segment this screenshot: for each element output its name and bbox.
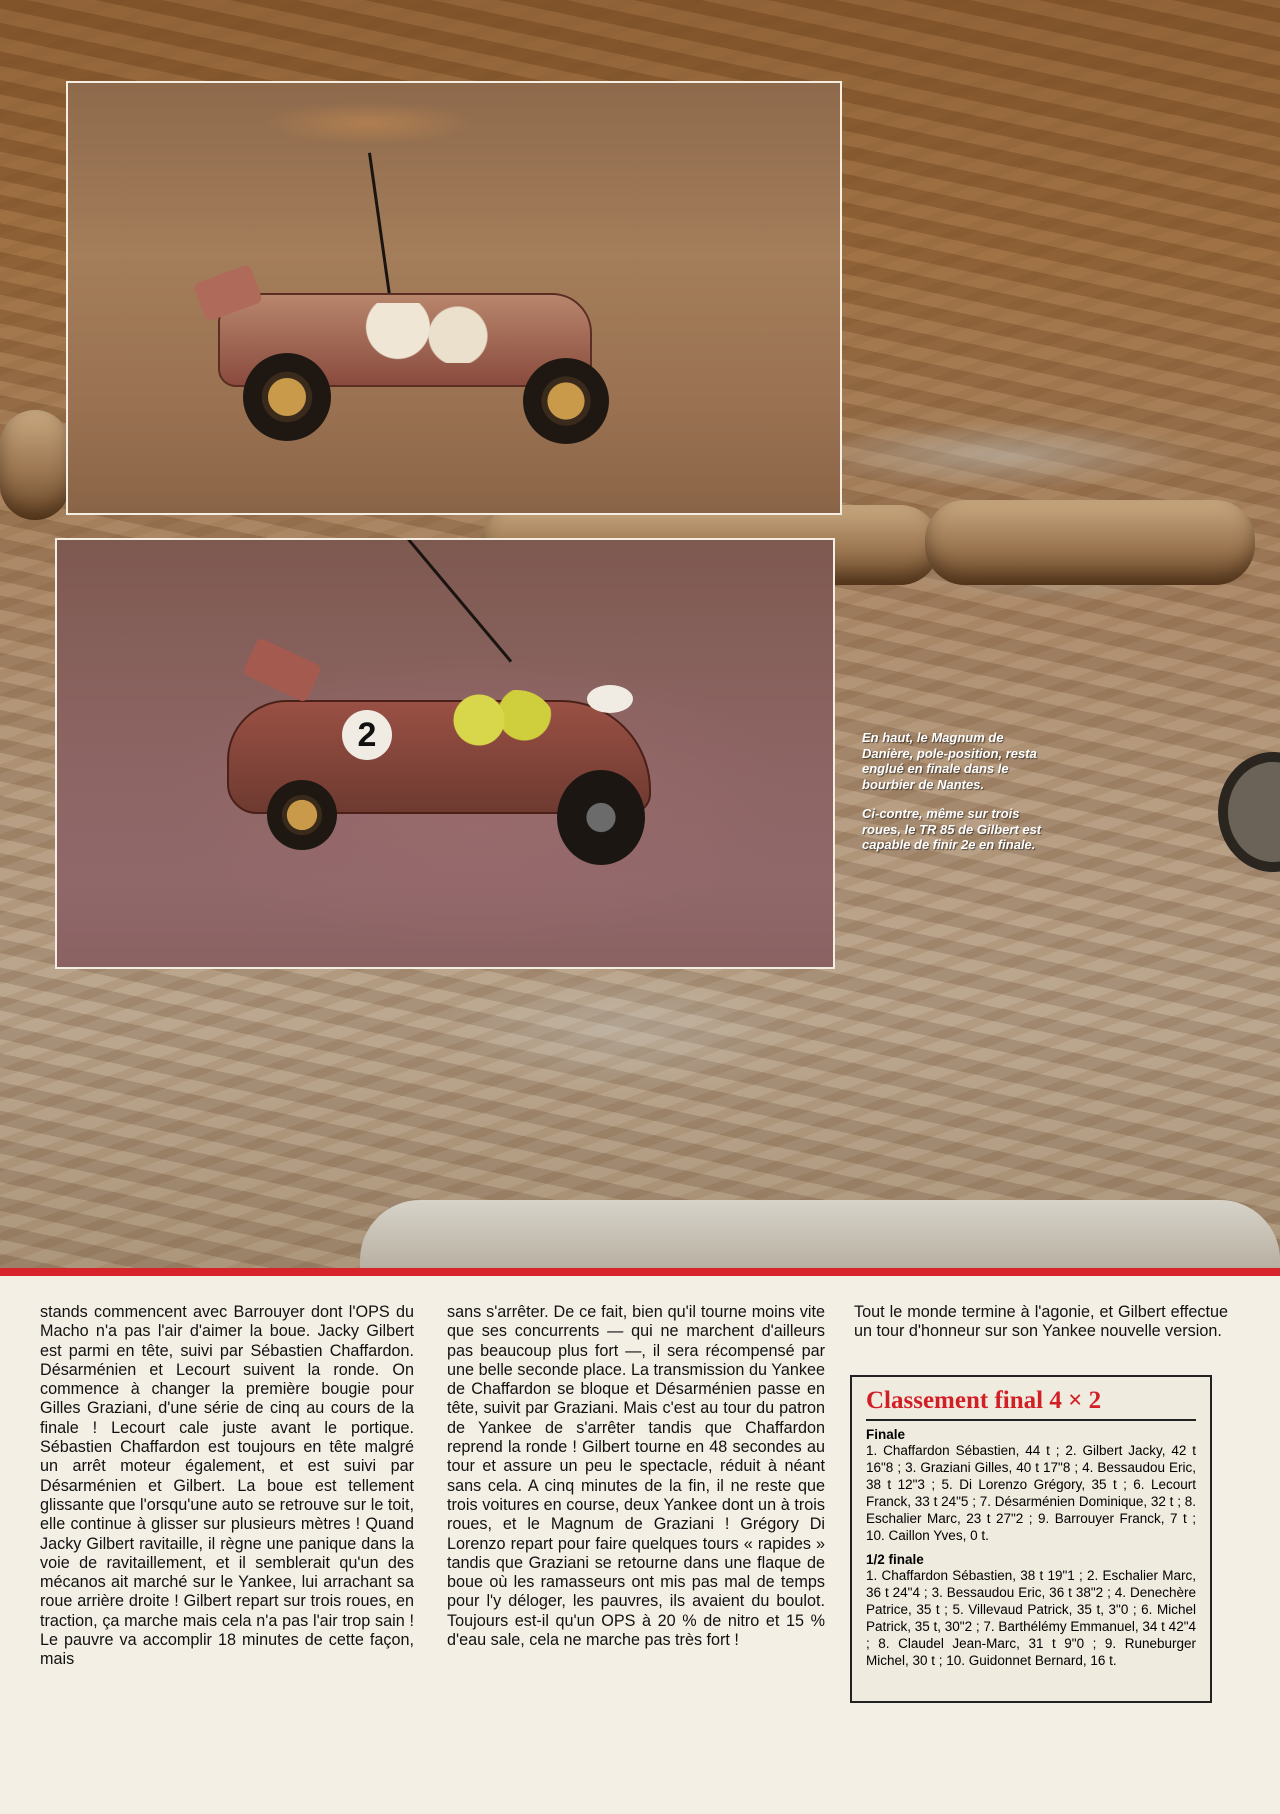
results-half-label: 1/2 finale (866, 1552, 924, 1567)
article-column-2 (447, 1303, 825, 1650)
results-finale-label: Finale (866, 1427, 906, 1442)
red-divider (0, 1268, 1280, 1276)
caption-bottom: Ci-contre, même sur trois roues, le TR 85 de Gilbert est capable de finir 2e en finale. (862, 806, 1042, 852)
rc-buggy-magnum (198, 233, 658, 473)
results-half-text: 1. Chaffardon Sébastien, 38 t 19"1 ; 2. Eschalier Marc, 36 t 24"4 ; 3. Bessaudou Eric, 36 t 38"2 ; 4. Denechère Patrice, 35 t ; 5. Villevaud Patrick, 35 t, 3"0 ; 6. Michel Patrick, 35 t, 30"2 ; 7. Barthélémy Emmanuel, 34 t 42"4 ; 8. Claudel Jean-Marc, 31 t 9"0 ; 9. Runeburger Michel, 30 t ; 10. Guidonnet Bernard, 16 t. (866, 1568, 1196, 1668)
article-column-3 (854, 1303, 1228, 1342)
article-text-3: Tout le monde termine à l'agonie, et Gilbert effectue un tour d'honneur sur son Yankee nouvelle version. (854, 1303, 1228, 1341)
race-number-badge: 2 (342, 710, 392, 760)
article-text-1: stands commencent avec Barrouyer dont l'OPS du Macho n'a pas l'air d'aimer la boue. Jacky Gilbert est parmi en tête, suivi par Sébastien Chaffardon. Désarménien et Lecourt suivent la ronde. On commence à changer la première bougie pour Gilles Graziani, d'une série de cinq au cours de la finale ! Lecourt cale juste avant le portique. Sébastien Chaffardon est toujours en tête malgré un arrêt moteur également, et est suivi par Désarménien et Gilbert. La boue est tellement glissante que l'orsqu'une auto se retrouve sur le toit, elle continue à glisser sur plusieurs mètres ! Quand Jacky Gilbert ravitaille, il règne une panique dans la voie de ravitaillement, et il semblerait qu'un des mécanos ait marché sur le Yankee, lui arrachant sa roue arrière droite ! Gilbert repart sur trois roues, en traction, ça marche mais cela n'a pas l'air trop sain ! Le pauvre va accomplir 18 minutes de cette façon, mais (40, 1303, 414, 1669)
race-number-badge-side (587, 685, 633, 713)
article-column-1 (40, 1303, 414, 1670)
rc-buggy-tr85 (227, 630, 697, 880)
inset-photo-tr85 (55, 538, 835, 969)
results-title: Classement final 4 × 2 (866, 1387, 1196, 1421)
caption-top: En haut, le Magnum de Danière, pole-position, resta englué en finale dans le bourbier de Nantes. (862, 730, 1037, 792)
partial-wheel (1218, 752, 1280, 872)
tire-barrier-bottom (360, 1200, 1280, 1268)
article-text-2: sans s'arrêter. De ce fait, bien qu'il tourne moins vite que ses concurrents — qui ne marchent d'ailleurs pas beaucoup plus fort —, il sera récompensé par une belle seconde place. La transmission du Yankee de Chaffardon se bloque et Désarménien passe en tête, suivit par Graziani. Mais c'est au tour du patron de Yankee de s'arrêter tandis que Chaffardon reprend la ronde ! Gilbert tourne en 48 secondes au tour et assure un peu le spectacle, réduit à néant sans cela. A cinq minutes de la fin, il ne reste que trois voitures en course, deux Yankee dont un à trois roues, et le Magnum de Graziani ! Grégory Di Lorenzo repart pour faire quelques tours « rapides » tandis que Graziani se retourne dans une flaque de boue où les ramasseurs ont mis pas mal de temps pour l'y déloger, les pauvres, ils avaient du boulot. Toujours est-il qu'un OPS à 20 % de nitro et 15 % d'eau sale, cela ne marche pas très fort ! (447, 1303, 825, 1650)
inset-photo-magnum (66, 81, 842, 515)
results-box (850, 1375, 1212, 1703)
results-finale-text: 1. Chaffardon Sébastien, 44 t ; 2. Gilbert Jacky, 42 t 16"8 ; 3. Graziani Gilles, 40 t 17"8 ; 4. Bessaudou Eric, 38 t 12"3 ; 5. Di Lorenzo Grégory, 35 t ; 6. Lecourt Franck, 33 t 24"5 ; 7. Désarménien Dominique, 32 t ; 8. Eschalier Marc, 23 t 27"2 ; 9. Barrouyer Franck, 7 t ; 10. Caillon Yves, 0 t. (866, 1443, 1196, 1543)
tire-barrier-3 (0, 410, 70, 520)
photo-caption (862, 730, 1042, 867)
tire-barrier-2 (925, 500, 1255, 585)
